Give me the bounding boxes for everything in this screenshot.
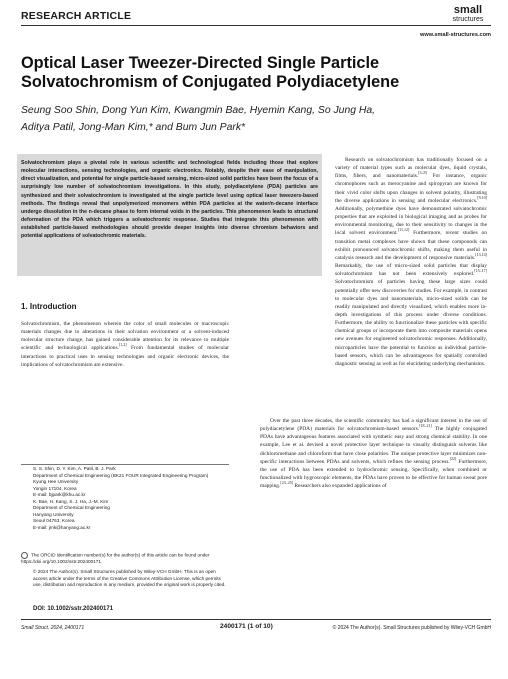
affiliation-email[interactable]: E-mail: bjpark@khu.ac.kr xyxy=(33,492,86,497)
para-text: Furthermore, recent studies on transition metal complexes have shown that these compounds can exhibit pronounced solvatochromic shifts, making them useful in catalysis research and the development of responsive materials. xyxy=(335,230,487,261)
doi-link[interactable]: DOI: 10.1002/sstr.202400171 xyxy=(33,606,114,612)
citation-link[interactable]: [13,14] xyxy=(475,252,487,258)
citation-link[interactable]: [15–17] xyxy=(474,268,487,274)
introduction-paragraph xyxy=(21,320,229,369)
footer-copyright: © 2024 The Author(s). Small Structures published by Wiley-VCH GmbH xyxy=(332,625,491,631)
affiliation-city: Yongin 17104, Korea xyxy=(33,485,77,491)
logo-line-small: small xyxy=(453,4,483,16)
para-text: Researchers also expanded applications of xyxy=(293,483,387,490)
author-line-2: Aditya Patil, Jong-Man Kim,* and Bum Jun Park* xyxy=(21,121,246,133)
article-title: Optical Laser Tweezer-Directed Single Particle Solvatochromism of Conjugated Polydiacetylene xyxy=(21,54,400,91)
affiliation-university: Kyung Hee University xyxy=(33,479,79,484)
author-line-1: Seung Soo Shin, Dong Yun Kim, Kwangmin Bae, Hyemin Kang, So Jung Ha, xyxy=(21,105,376,116)
citation-link[interactable]: [18–21] xyxy=(419,423,432,429)
citation-link[interactable]: [22] xyxy=(449,455,457,461)
affiliation-city: Seoul 04763, Korea xyxy=(33,518,75,523)
citation-link[interactable]: [1,2] xyxy=(118,342,127,348)
affiliation-department: Department of Chemical Engineering (BK21 FOUR Integrated Engineering Program) xyxy=(33,472,209,478)
journal-logo xyxy=(445,6,491,24)
para-text: Solvatochromism, the phenomenon wherein the color of small molecules or macroscopic materials changes due to alterations in their solvation environment or a solvent-induced molecular structure change, has gained considerable attention for its relevance to multiple scientific and technological applications. xyxy=(21,321,229,352)
para-text: Remarkably, the use of micro-sized solid particles that display solvatochromism has not been extensively explored. xyxy=(335,263,487,278)
affiliation-names: K. Bae, H. Kang, S. J. Ha, J.-M. Kim xyxy=(33,498,109,504)
right-column-upper xyxy=(335,156,487,368)
affiliation-department: Department of Chemical Engineering xyxy=(33,505,110,510)
citation-link[interactable]: [23–25] xyxy=(280,480,294,486)
abstract-text: Solvatochromism plays a pivotal role in various scientific and technological fields including those that explore molecular interactions, sensing technologies, and organic electronics. Notably, despite their ease of manipulation, direct visualization, and potential for single particle-based sensing, micro-sized solid particles have been the focus of a surprisingly low number of solvatochromism investigations. In this study, polydiacetylene (PDA) particles are synthesized and their solvatochromism is investigated at the single particle level using optical laser tweezers-based methods. The findings reveal that unpolymerized monomers within PDA particles at the water/n-decane interface undergo dissolution in the n-decane phase to form internal voids in the particles. This phenomenon leads to structural deformation of the PDA which triggers a solvatochromic response. Studies that integrate this phenomenon with established particle-based methodologies should provide deeper insights into diverse chromism behaviors and potential applications of solvatochromic materials. xyxy=(21,160,318,240)
footer-divider xyxy=(21,619,491,620)
journal-website-link[interactable]: www.small-structures.com xyxy=(420,32,491,38)
orcid-note xyxy=(21,552,229,566)
affiliation-university: Hanyang University xyxy=(33,511,74,517)
citation-link[interactable]: [11,12] xyxy=(397,227,410,233)
para-text: From fundamental studies of molecular interactions to practical uses in sensing technologies and organic electronic devices, the implications of solvatochromism are extensive. xyxy=(21,345,229,368)
license-note: © 2024 The Author(s). Small Structures published by Wiley-VCH GmbH. This is an open access article under the terms of the Creative Commons Attribution License, which permits use, distribution and reproduction in any medium, provided the original work is properly cited. xyxy=(33,569,226,587)
para-text: Solvatochromism of particles having these large sizes could potentially offer new discoveries for studies. For example, in contrast to molecular dyes and nanomaterials, micro-sized solids can be readily manipulated and directly visualized, which enables more in-depth investigations of this process under diverse conditions. Furthermore, the ability to functionalize these particles with specific chemical groups or incorporate them into composite materials opens new avenues for engineered solvatochromic responses. Additionally, microparticles have the potential to function as individual particle-based sensors, which can be advantageous for spatially controlled diagnostic sensing as well as for elucidating underlying mechanisms. xyxy=(335,279,487,367)
para-text: Furthermore, the use of PDA has been extended to hydrochromic sensing. Specifically, when combined or functionalized with hygroscopic elements, the PDAs have proven to be effective for human sweat pore mapping. xyxy=(260,458,487,490)
para-text: For instance, organic chromophores such as merocyanine and spiropyran are known for their vivid color shifts upon changes in solvent polarity, illustrating the diverse applications in sensing and molecular electronics. xyxy=(335,173,487,204)
footer-journal-citation: Small Struct. 2024, 2400171 xyxy=(21,625,85,631)
citation-link[interactable]: [9,10] xyxy=(477,194,487,200)
affiliation-email[interactable]: E-mail: jmk@hanyang.ac.kr xyxy=(33,524,91,530)
right-column-lower xyxy=(260,417,487,490)
affiliation-divider xyxy=(21,464,229,465)
author-list xyxy=(21,103,481,136)
orcid-icon xyxy=(21,552,28,559)
logo-line-structures: structures xyxy=(452,16,484,23)
para-text: Research on solvatochromism has traditionally focused on a variety of material types such as molecular dyes, liquid crystals, films, fibers, and nanomaterials. xyxy=(335,157,487,180)
citation-link[interactable]: [3–8] xyxy=(418,170,427,176)
orcid-text[interactable]: The ORCID identification number(s) for the author(s) of this article can be found under https://doi.org/10.1002/sstr.202400171. xyxy=(21,552,210,565)
para-text: The highly conjugated PDAs have advantageous features associated with synthetic easy and strong chemical stability. In one example, Lee et al. devised a novel protective layer technique to visually distinguish solvents like dichloromethane and chloroform that have close polarities. The unique protective layer minimizes non-specific interactions between PDAs and solvents, which refines the sensing process. xyxy=(260,426,487,465)
header-divider xyxy=(21,25,491,26)
affiliations-block xyxy=(33,466,229,531)
article-type-label: RESEARCH ARTICLE xyxy=(21,10,132,22)
affiliation-names: S. S. Shin, D. Y. Kim, A. Patil, B. J. Park xyxy=(33,466,116,471)
footer-page-number: 2400171 (1 of 10) xyxy=(220,623,273,630)
section-heading-introduction: 1. Introduction xyxy=(21,302,77,311)
para-text: Over the past three decades, the scientific community has had a significant interest in the use of polydiacetylene (PDA) materials for solvatochromism-based sensors. xyxy=(260,418,487,433)
para-text: Additionally, polymethine dyes have demonstrated solvatochromic properties that are exploited in biological imaging and as probes for environmental monitoring, due to their sensitivity to changes in the local solvent environment. xyxy=(335,205,487,237)
